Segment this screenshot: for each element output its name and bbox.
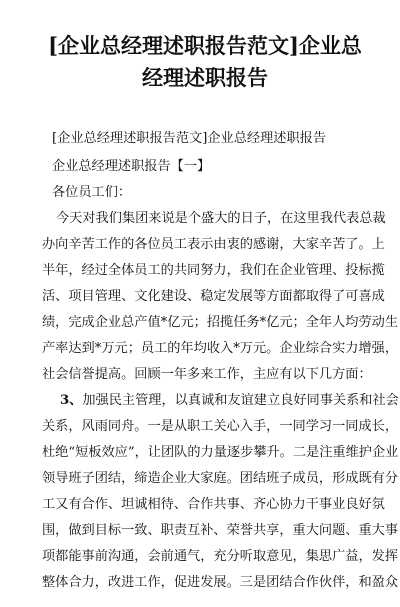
paragraph-line: 办向辛苦工作的各位员工表示由衷的感谢，大家辛苦了。上 <box>42 237 385 252</box>
paragraph-line: 领导班子团结，缔造企业大家庭。团结班子成员，形成既有分 <box>42 471 399 486</box>
paragraph-line: 整体合力，改进工作，促进发展。三是团结合作伙伴，和盈众 <box>42 575 399 590</box>
subtitle-line: [企业总经理述职报告范文]企业总经理述职报告 <box>52 131 327 146</box>
paragraph-line: 杜绝“短板效应”，让团队的力量逐步攀升。二是注重维护企业 <box>42 445 399 460</box>
paragraph-line: 社会信誉提高。回顾一年多来工作，主应有以下几方面： <box>42 367 372 382</box>
paragraph-line: 今天对我们集团来说是个盛大的日子，在这里我代表总裁 <box>56 211 386 226</box>
paragraph-line: 围，做到目标一致、职责互补、荣誉共享，重大问题、重大事 <box>42 523 399 538</box>
document-title-line-2: 经理述职报告 <box>142 65 268 90</box>
paragraph-line: 绩，完成企业总产值*亿元；招揽任务*亿元；全年人均劳动生 <box>42 315 399 330</box>
document-title-line-1: [企业总经理述职报告范文]企业总 <box>48 33 362 58</box>
paragraph-line: 半年，经过全体员工的共同努力，我们在企业管理、投标揽 <box>42 263 385 278</box>
salutation: 各位员工们： <box>52 185 132 200</box>
paragraph-line: 产率达到*万元；员工的年均收入*万元。企业综合实力增强， <box>42 341 399 356</box>
section-heading: 企业总经理述职报告【一】 <box>52 159 211 174</box>
paragraph-line: 项都能事前沟通，会前通气，充分听取意见，集思广益，发挥 <box>42 549 399 564</box>
paragraph-line: 关系，风雨同舟。一是从职工关心入手，一同学习一同成长， <box>42 419 399 434</box>
paragraph-line: 活、项目管理、文化建设、稳定发展等方面都取得了可喜成 <box>42 289 385 304</box>
paragraph-line: 工又有合作、坦诚相待、合作共事、齐心协力干事业良好氛 <box>42 497 385 512</box>
paragraph-line: 3、加强民主管理，以真诚和友谊建立良好同事关系和社会 <box>60 393 399 408</box>
